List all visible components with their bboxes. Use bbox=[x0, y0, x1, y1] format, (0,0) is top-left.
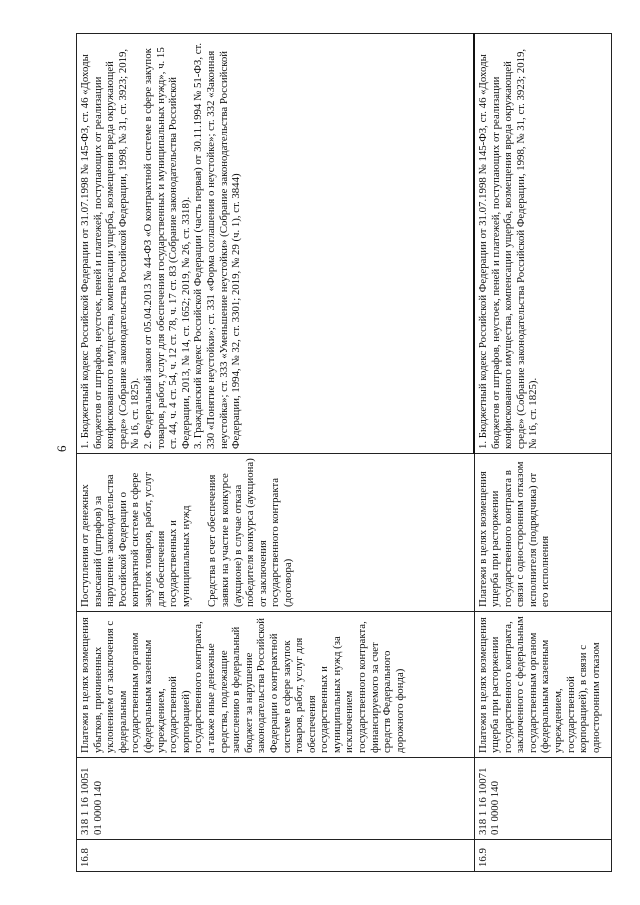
legal-basis bbox=[77, 34, 475, 454]
table-row bbox=[474, 34, 612, 872]
budget-classification-code: 318 1 16 10071 01 0000 140 bbox=[474, 758, 612, 840]
legal-basis bbox=[474, 34, 612, 454]
income-name: Платежи в целях возмещения убытков, причиненных уклонением от заключения с федеральным государственным органом (федеральным казенным учреждением, государственной корпорацией) государственного контракта, а также иные денежные средства, подлежащие зачислению в федеральный бюджет за нарушение законодательства Российской Федерации о контрактной системе в сфере закупок товаров, работ, услуг для обеспечения государственных и муниципальных нужд (за исключением государственного контракта, финансируемого за счет средств Федерального дорожного фонда) bbox=[77, 612, 475, 758]
table-row bbox=[77, 34, 475, 872]
legal-reference: 3. Гражданский кодекс Российской Федерации (часть первая) от 30.11.1994 № 51-ФЗ, ст. 330 «Понятие неустойки»; ст. 331 «Форма соглашения о неустойке»; ст. 332 «Законная неустойка»; ст. 333 «Уменьшение неустойки» (Собрание законодательства Российской Федерации, 1994, № 32, ст. 3301; 2019, № 29 (ч. 1), ст. 3844) bbox=[192, 42, 243, 449]
income-name: Платежи в целях возмещения ущерба при расторжении государственного контракта, заключенного с федеральным государственным органом (федеральным казенным учреждением, государственной корпорацией), в связи с односторонним отказом bbox=[474, 612, 612, 758]
income-description bbox=[77, 454, 475, 612]
page-number: 6 bbox=[54, 445, 69, 452]
document-page bbox=[48, 34, 608, 872]
income-codes-table bbox=[76, 33, 612, 872]
legal-reference: 2. Федеральный закон от 05.04.2013 № 44-ФЗ «О контрактной системе в сфере закупок товаров, работ, услуг для обеспечения государственных и муниципальных нужд», ч. 15 ст. 44, ч. 4 ст. 54, ч. 12 ст. 78, ч. 17 ст. 83 (Собрание законодательства Российской Федерации, 2013, № 14, ст. 1652; 2019, № 26, ст. 3318). bbox=[141, 47, 192, 449]
legal-reference: 1. Бюджетный кодекс Российской Федерации от 31.07.1998 № 145-ФЗ, ст. 46 «Доходы бюджетов от штрафов, неустоек, пеней и платежей, поступающих от реализации конфискованного имущества, компенсации ущерба, возмещения вреда окружающей среде» (Собрание законодательства Российской Федерации, 1998, № 31, ст. 3923; 2019, № 16, ст. 1825). bbox=[79, 48, 142, 449]
income-description bbox=[474, 454, 612, 612]
description-paragraph: Средства в счет обеспечения заявки на участие в конкурсе (аукционе) в случае отказа победителя конкурса (аукциона) от заключения государственного контракта (договора) bbox=[206, 458, 294, 607]
budget-classification-code: 318 1 16 10051 01 0000 140 bbox=[77, 758, 475, 840]
description-paragraph: Поступления от денежных взысканий (штрафов) за нарушение законодательства Российской Федерации о контрактной системе в сфере закупок товаров, работ, услуг для обеспечения государственных и муниципальных нужд bbox=[79, 471, 192, 607]
description-paragraph: Платежи в целях возмещения ущерба при расторжении государственного контракта в связи с односторонним отказом исполнителя (подрядчика) от его исполнения bbox=[476, 461, 552, 607]
legal-reference: 1. Бюджетный кодекс Российской Федерации от 31.07.1998 № 145-ФЗ, ст. 46 «Доходы бюджетов от штрафов, неустоек, пеней и платежей, поступающих от реализации конфискованного имущества, компенсации ущерба, возмещения вреда окружающей среде» (Собрание законодательства Российской Федерации, 1998, № 31, ст. 3923; 2019, № 16, ст. 1825). bbox=[477, 48, 540, 449]
row-number: 16.9 bbox=[474, 840, 612, 872]
row-number: 16.8 bbox=[77, 840, 475, 872]
